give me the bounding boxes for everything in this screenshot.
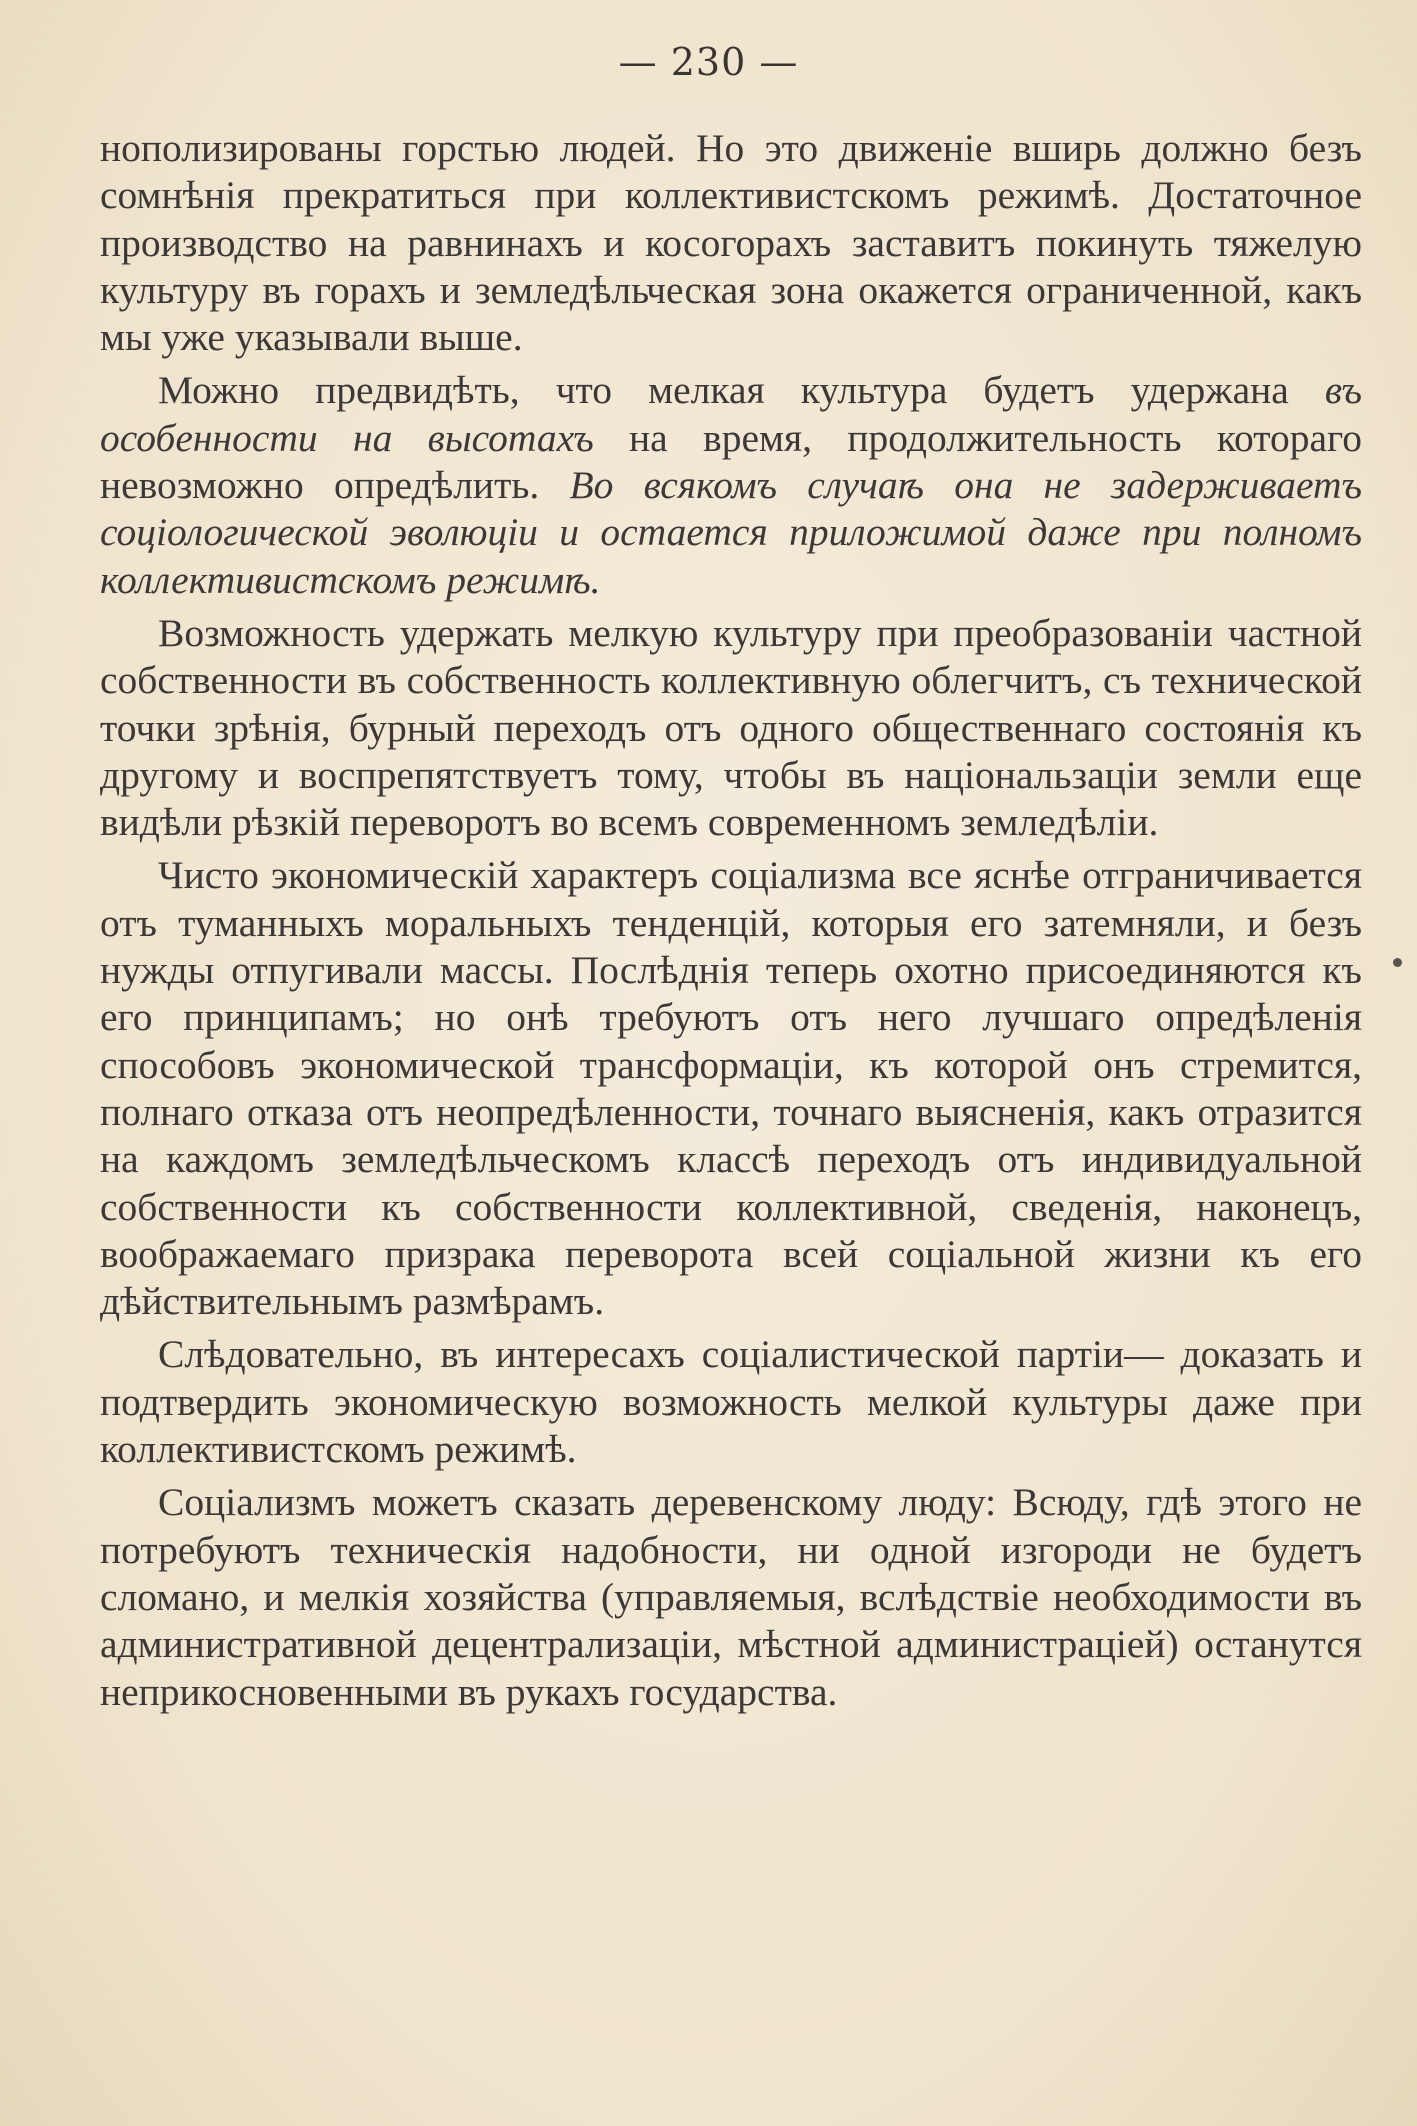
paragraph-1-text: нополизированы горстью людей. Но это движеніе вширь должно безъ сомнѣнія прекратиться при коллективистскомъ режимѣ. Достаточное производство на равнинахъ и косогорахъ заставитъ покинуть тяжелую культуру въ горахъ и земледѣльческая зона окажется ограниченной, какъ мы уже указывали выше. xyxy=(100,126,1362,360)
paragraph-1 xyxy=(100,125,1362,361)
paragraph-3 xyxy=(100,610,1362,846)
paragraph-2-text-a: Можно предвидѣть, что мелкая культура будетъ удержана xyxy=(158,368,1325,413)
paragraph-4 xyxy=(100,852,1362,1325)
paragraph-4-text: Чисто экономическій характеръ соціализма все яснѣе отграничивается отъ туманныхъ моральныхъ тенденцій, которыя его затемняли, и безъ нужды отпугивали массы. Послѣднія теперь охотно присоединяются къ его принципамъ; но онѣ требуютъ отъ него лучшаго опредѣленія способовъ экономической трансформаціи, къ которой онъ стремится, полнаго отказа отъ неопредѣленности, точнаго выясненія, какъ отразится на каждомъ земледѣльческомъ классѣ переходъ отъ индивидуальной собственности къ собственности коллективной, сведенія, наконецъ, воображаемаго призрака переворота всей соціальной жизни къ его дѣйствительнымъ размѣрамъ. xyxy=(100,853,1362,1324)
ink-spot xyxy=(1393,958,1402,967)
paragraph-6 xyxy=(100,1479,1362,1715)
paragraph-6-text: Соціализмъ можетъ сказать деревенскому люду: Всюду, гдѣ этого не потребуютъ техническія надобности, ни одной изгороди не будетъ сломано, и мелкія хозяйства (управляемыя, вслѣдствіе необходимости въ административной децентрализаціи, мѣстной администраціей) останутся неприкосновенными въ рукахъ государства. xyxy=(100,1480,1362,1714)
paragraph-3-text: Возможность удержать мелкую культуру при преобразованіи частной собственности въ собственность коллективную облегчитъ, съ технической точки зрѣнія, бурный переходъ отъ одного общественнаго состоянія къ другому и воспрепятствуетъ тому, чтобы въ національзаціи земли еще видѣли рѣзкій переворотъ во всемъ современномъ земледѣліи. xyxy=(100,610,1362,845)
paragraph-5-text: Слѣдовательно, въ интересахъ соціалистической партіи— доказать и подтвердить экономическую возможность мелкой культуры даже при коллективистскомъ режимѣ. xyxy=(100,1332,1362,1472)
paragraph-2-italic-b: Во всякомъ случаѣ она не задерживаетъ соціологической эволюціи и остается приложимой даже при полномъ коллективистскомъ режимѣ. xyxy=(100,463,1362,602)
page-number: — 230 — xyxy=(618,40,799,84)
paragraph-2 xyxy=(100,367,1362,603)
paragraph-2-italic-a: въ особенности на высотахъ xyxy=(100,368,1362,460)
paragraph-2-text-b: на время, продолжительность котораго невозможно опредѣлить. xyxy=(100,415,1363,508)
body-text xyxy=(100,125,1362,1722)
paragraph-5 xyxy=(100,1331,1362,1473)
